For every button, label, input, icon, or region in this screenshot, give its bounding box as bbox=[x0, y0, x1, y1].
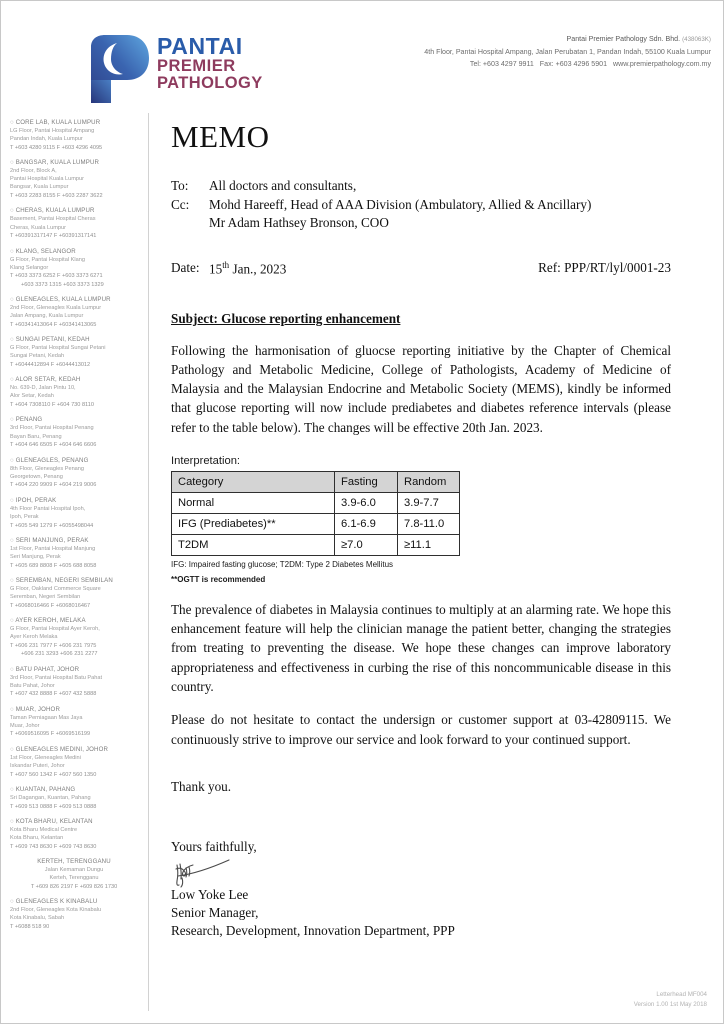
branch-address-line: G Floor, Pantai Hospital Sungai Petani bbox=[10, 345, 106, 352]
branch-address-line: Sungai Petani, Kedah bbox=[10, 353, 65, 360]
branch-name: ○ ALOR SETAR, KEDAH bbox=[10, 376, 81, 384]
branch-directory-sidebar bbox=[10, 119, 138, 1009]
recipient-cc-row bbox=[171, 196, 671, 215]
branch-entry bbox=[10, 416, 138, 449]
company-address-line: 4th Floor, Pantai Hospital Ampang, Jalan Perubatan 1, Pandan Indah, 55100 Kuala Lumpur bbox=[424, 47, 711, 56]
cell-category: IFG (Prediabetes)** bbox=[172, 513, 335, 534]
page-title: MEMO bbox=[171, 119, 270, 154]
branch-name: ○ KLANG, SELANGOR bbox=[10, 247, 76, 255]
table-header-fasting: Fasting bbox=[335, 471, 398, 492]
interpretation-label: Interpretation: bbox=[171, 454, 241, 467]
branch-contact: T +605 549 1279 F +6055498044 bbox=[10, 522, 94, 529]
branch-contact: T +609 513 0888 F +609 513 0888 bbox=[10, 803, 97, 810]
signature-image bbox=[173, 856, 263, 886]
cell-random: 3.9-7.7 bbox=[398, 492, 460, 513]
company-logo bbox=[89, 33, 264, 109]
branch-name: ○ PENANG bbox=[10, 416, 43, 424]
branch-address-line: Cheras, Kuala Lumpur bbox=[10, 224, 66, 231]
branch-bullet-icon: ○ bbox=[10, 577, 16, 585]
cell-fasting: 6.1-6.9 bbox=[335, 513, 398, 534]
branch-address-line: Batu Pahat, Johor bbox=[10, 682, 55, 689]
footer-letterhead-code: Letterhead MF004 bbox=[656, 990, 707, 998]
branch-address-line: Pantai Hospital Kuala Lumpur bbox=[10, 176, 85, 183]
branch-name: ○ SEREMBAN, NEGERI SEMBILAN bbox=[10, 577, 113, 585]
date-ref-row bbox=[171, 260, 671, 277]
branch-name: ○ KOTA BHARU, KELANTAN bbox=[10, 817, 93, 825]
branch-entry bbox=[10, 858, 138, 891]
branch-address-line: G Floor, Oakland Commerce Square bbox=[10, 586, 101, 593]
branch-address-line: Klang Selangor bbox=[10, 264, 49, 271]
branch-address-line: 3rd Floor, Pantai Hospital Penang bbox=[10, 425, 94, 432]
glucose-interpretation-table bbox=[171, 471, 460, 556]
branch-contact: T +603 3373 6252 F +603 3373 6271 bbox=[10, 273, 103, 280]
branch-entry bbox=[10, 497, 138, 530]
branch-bullet-icon: ○ bbox=[10, 159, 16, 167]
branch-contact: T +60341413064 F +60341413065 bbox=[10, 321, 97, 328]
branch-bullet-icon: ○ bbox=[10, 785, 16, 793]
cell-category: Normal bbox=[172, 492, 335, 513]
branch-address-line: No. 639-D, Jalan Pintu 10, bbox=[10, 385, 76, 392]
branch-bullet-icon: ○ bbox=[10, 536, 16, 544]
branch-address-line: Bangsar, Kuala Lumpur bbox=[10, 184, 69, 191]
branch-entry bbox=[10, 537, 138, 570]
cc-value: Mohd Hareeff, Head of AAA Division (Ambulatory, Allied & Ancillary) bbox=[209, 196, 592, 212]
branch-contact: T +6068016466 F +6068016467 bbox=[10, 602, 91, 609]
branch-entry bbox=[10, 617, 138, 658]
pantai-logo-icon bbox=[89, 33, 151, 105]
branch-address-line: Kerteh, Terengganu bbox=[49, 875, 99, 882]
memo-paragraph-2: The prevalence of diabetes in Malaysia continues to multiply at an alarming rate. We hope this enhancement feature will help the clinician manage the patient better, changing the strategies from treating to preventing the disease. We hope these changes can improve laboratory appropriateness and effectiveness in curbing the rise of this noncommunicable disease in this country. bbox=[171, 601, 671, 694]
branch-address-line: Ipoh, Perak bbox=[10, 513, 39, 520]
branch-address-line: 2nd Floor, Block A, bbox=[10, 168, 57, 175]
branch-name: ○ MUAR, JOHOR bbox=[10, 705, 60, 713]
branch-bullet-icon: ○ bbox=[10, 336, 16, 344]
branch-contact: T +605 689 8808 F +605 688 8058 bbox=[10, 562, 97, 569]
table-header-random: Random bbox=[398, 471, 460, 492]
branch-name: ○ GLENEAGLES MEDINI, JOHOR bbox=[10, 745, 109, 753]
branch-bullet-icon: ○ bbox=[10, 207, 16, 215]
branch-contact: T +604 220 9909 F +604 219 9006 bbox=[10, 482, 97, 489]
company-tel: Tel: +603 4297 9911 bbox=[469, 60, 534, 69]
branch-address-line: Pandan Indah, Kuala Lumpur bbox=[10, 136, 83, 143]
company-logo-text bbox=[157, 35, 265, 92]
logo-line-pathology: PATHOLOGY bbox=[157, 74, 263, 93]
branch-bullet-icon: ○ bbox=[10, 376, 16, 384]
branch-entry bbox=[10, 159, 138, 200]
memo-paragraph-1: Following the harmonisation of gluocse reporting initiative by the Chapter of Chemical Pathology and Metabolic Medicine, College of Pathologists, Academy of Medicine of Malaysia and the Malaysian Endocrine and Metabolic Society (MEMS), kindly be informed that glucose reporting will now include prediabetes and diabetes reference intervals (please refer to the table below). The changes will be effective 20th Jan. 2023. bbox=[171, 342, 671, 435]
branch-entry bbox=[10, 336, 138, 369]
branch-entry bbox=[10, 457, 138, 490]
branch-address-line: 1st Floor, Gleneagles Medini bbox=[10, 754, 81, 761]
branch-address-line: Ayer Keroh Melaka bbox=[10, 634, 58, 641]
branch-address-line: Georgetown, Penang bbox=[10, 473, 63, 480]
table-row bbox=[172, 534, 460, 555]
branch-entry bbox=[10, 666, 138, 699]
branch-name: ○ SERI MANJUNG, PERAK bbox=[10, 536, 89, 544]
branch-entry bbox=[10, 786, 138, 811]
branch-address-line: 1st Floor, Pantai Hospital Manjung bbox=[10, 545, 96, 552]
signer-title: Senior Manager, bbox=[171, 904, 259, 920]
company-fax: Fax: +603 4296 5901 bbox=[539, 60, 608, 69]
vertical-divider bbox=[148, 113, 149, 1011]
branch-address-line: Jalan Kemaman Dungu bbox=[44, 867, 104, 874]
branch-address-line: Muar, Johor bbox=[10, 722, 40, 729]
branch-name: ○ AYER KEROH, MELAKA bbox=[10, 617, 86, 625]
branch-name: ○ BANGSAR, KUALA LUMPUR bbox=[10, 159, 100, 167]
date-value bbox=[209, 260, 286, 277]
branch-address-line: Kota Bharu Medical Centre bbox=[10, 826, 78, 833]
branch-address-line: Taman Perniagaan Mas Jaya bbox=[10, 714, 83, 721]
branch-bullet-icon: ○ bbox=[10, 898, 16, 906]
branch-contact: T +609 826 2197 F +609 826 1730 bbox=[30, 883, 118, 890]
branch-bullet-icon: ○ bbox=[10, 705, 16, 713]
branch-address-line: Alor Setar, Kedah bbox=[10, 393, 54, 400]
date-label: Date: bbox=[171, 260, 200, 276]
company-registration-number: (438063K) bbox=[682, 36, 711, 43]
branch-address-line: 4th Floor Pantai Hospital Ipoh, bbox=[10, 505, 86, 512]
letterhead-header bbox=[1, 27, 724, 109]
branch-contact: T +603 4280 9115 F +603 4296 4095 bbox=[10, 144, 103, 151]
branch-address-line: Bayan Baru, Penang bbox=[10, 433, 62, 440]
to-value: All doctors and consultants, bbox=[209, 178, 357, 193]
company-website: www.premierpathology.com.my bbox=[612, 60, 711, 69]
branch-bullet-icon: ○ bbox=[10, 295, 16, 303]
to-label: To: bbox=[171, 178, 189, 193]
branch-contact: T +604 7308110 F +604 730 8110 bbox=[10, 402, 94, 409]
company-legal-name: Pantai Premier Pathology Sdn. Bhd. bbox=[566, 35, 681, 43]
branch-contact: T +6088 518 90 bbox=[10, 924, 50, 931]
branch-contact: T +60391317147 F +60391317141 bbox=[10, 233, 97, 240]
branch-address-line: 2nd Floor, Gleneagles Kota Kinabalu bbox=[10, 907, 102, 914]
branch-bullet-icon: ○ bbox=[10, 119, 16, 126]
branch-bullet-icon: ○ bbox=[10, 817, 16, 825]
logo-line-premier: PREMIER bbox=[157, 57, 236, 76]
memo-closing: Yours faithfully, bbox=[171, 838, 257, 854]
branch-name: ○ KUANTAN, PAHANG bbox=[10, 785, 76, 793]
branch-contact: T +6069516095 F +6069516199 bbox=[10, 731, 91, 738]
cell-fasting: ≥7.0 bbox=[335, 534, 398, 555]
document-footer bbox=[634, 990, 707, 1011]
memo-paragraph-3: Please do not hesitate to contact the undersign or customer support at 03-42809115. We continuously strive to improve our service and look forward to your continued support. bbox=[171, 712, 671, 747]
cc-value-second: Mr Adam Hathsey Bronson, COO bbox=[209, 215, 389, 231]
branch-address-line: G Floor, Pantai Hospital Ayer Keroh, bbox=[10, 626, 100, 633]
branch-name: ○ SUNGAI PETANI, KEDAH bbox=[10, 336, 90, 344]
branch-entry bbox=[10, 577, 138, 610]
date-day: 15 bbox=[209, 261, 223, 277]
branch-name: ○ GLENEAGLES, PENANG bbox=[10, 456, 89, 464]
branch-bullet-icon: ○ bbox=[10, 247, 16, 255]
branch-address-line: Seremban, Negeri Sembilan bbox=[10, 594, 81, 601]
date-ordinal-suffix: th bbox=[222, 260, 230, 271]
branch-entry bbox=[10, 746, 138, 779]
table-note-ogtt: **OGTT is recommended bbox=[171, 574, 266, 584]
branch-address-line: Kota Kinabalu, Sabah bbox=[10, 915, 65, 922]
branch-address-line: Kota Bharu, Kelantan bbox=[10, 835, 64, 842]
cc-label: Cc: bbox=[171, 196, 190, 212]
branch-address-line: Basement, Pantai Hospital Cheras bbox=[10, 216, 96, 223]
branch-entry bbox=[10, 706, 138, 739]
branch-contact: T +604 646 6505 F +604 646 6606 bbox=[10, 442, 97, 449]
branch-entry bbox=[10, 818, 138, 851]
cell-fasting: 3.9-6.0 bbox=[335, 492, 398, 513]
cell-random: ≥11.1 bbox=[398, 534, 460, 555]
branch-contact: T +607 560 1342 F +607 560 1350 bbox=[10, 771, 97, 778]
branch-bullet-icon: ○ bbox=[10, 456, 16, 464]
branch-entry bbox=[10, 898, 138, 931]
signer-name: Low Yoke Lee bbox=[171, 886, 249, 902]
branch-bullet-icon: ○ bbox=[10, 496, 16, 504]
branch-entry bbox=[10, 376, 138, 409]
branch-name: ○ CORE LAB, KUALA LUMPUR bbox=[10, 119, 101, 126]
branch-bullet-icon: ○ bbox=[10, 416, 16, 424]
branch-name: ○ BATU PAHAT, JOHOR bbox=[10, 665, 80, 673]
branch-name: ○ IPOH, PERAK bbox=[10, 496, 57, 504]
table-header-row bbox=[172, 471, 460, 492]
cell-category: T2DM bbox=[172, 534, 335, 555]
branch-address-line: LG Floor, Pantai Hospital Ampang bbox=[10, 128, 95, 134]
company-address-block bbox=[291, 33, 711, 71]
branch-entry bbox=[10, 248, 138, 289]
branch-contact: T +607 432 8888 F +607 432 5888 bbox=[10, 691, 97, 698]
branch-name: ○ GLENEAGLES K KINABALU bbox=[10, 898, 98, 906]
table-row bbox=[172, 492, 460, 513]
branch-address-line: Seri Manjung, Perak bbox=[10, 554, 61, 561]
branch-address-line: 2nd Floor, Gleneagles Kuala Lumpur bbox=[10, 304, 102, 311]
cell-random: 7.8-11.0 bbox=[398, 513, 460, 534]
branch-bullet-icon: ○ bbox=[10, 665, 16, 673]
branch-name: ○ CHERAS, KUALA LUMPUR bbox=[10, 207, 95, 215]
branch-address-line: 8th Floor, Gleneagles Penang bbox=[10, 465, 85, 472]
recipient-to-row bbox=[171, 177, 671, 196]
branch-address-line: Sri Dagangan, Kuantan, Pahang bbox=[10, 794, 91, 801]
branch-contact: T +609 743 8630 F +609 743 8630 bbox=[10, 843, 97, 850]
date-month-year: Jan., 2023 bbox=[229, 261, 287, 277]
branch-contact: T +603 2283 8155 F +603 2287 3622 bbox=[10, 193, 103, 200]
branch-address-line: G Floor, Pantai Hospital Klang bbox=[10, 256, 85, 263]
table-note-abbreviations: IFG: Impaired fasting glucose; T2DM: Type 2 Diabetes Mellitus bbox=[171, 559, 394, 569]
branch-contact: T +6044412894 F +6044413012 bbox=[10, 361, 91, 368]
branch-contact-secondary: +603 3373 1315 +603 3373 1329 bbox=[21, 281, 104, 288]
branch-contact: T +606 231 7977 F +606 231 7975 bbox=[10, 643, 97, 649]
branch-entry bbox=[10, 207, 138, 240]
memo-date bbox=[171, 260, 286, 277]
signer-department: Research, Development, Innovation Department, PPP bbox=[171, 922, 455, 938]
branch-name: KERTEH, TERENGGANU bbox=[37, 858, 111, 866]
table-row bbox=[172, 513, 460, 534]
branch-contact-secondary: +606 231 3293 +606 231 2277 bbox=[21, 651, 98, 658]
memo-thanks: Thank you. bbox=[171, 778, 232, 794]
memo-subject: Subject: Glucose reporting enhancement bbox=[171, 310, 401, 326]
footer-version: Version 1.00 1st May 2018 bbox=[633, 1001, 707, 1009]
logo-line-pantai: PANTAI bbox=[157, 33, 243, 59]
branch-bullet-icon: ○ bbox=[10, 745, 16, 753]
branch-bullet-icon: ○ bbox=[10, 617, 16, 625]
branch-entry bbox=[10, 296, 138, 329]
branch-name: ○ GLENEAGLES, KUALA LUMPUR bbox=[10, 295, 111, 303]
memo-body bbox=[171, 119, 671, 940]
memo-reference: Ref: PPP/RT/lyl/0001-23 bbox=[538, 260, 671, 276]
branch-address-line: Iskandar Puteri, Johor bbox=[10, 762, 65, 769]
branch-entry bbox=[10, 119, 138, 152]
branch-address-line: Jalan Ampang, Kuala Lumpur bbox=[10, 313, 84, 320]
branch-address-line: 3rd Floor, Pantai Hospital Batu Pahat bbox=[10, 674, 103, 681]
table-header-category: Category bbox=[172, 471, 335, 492]
